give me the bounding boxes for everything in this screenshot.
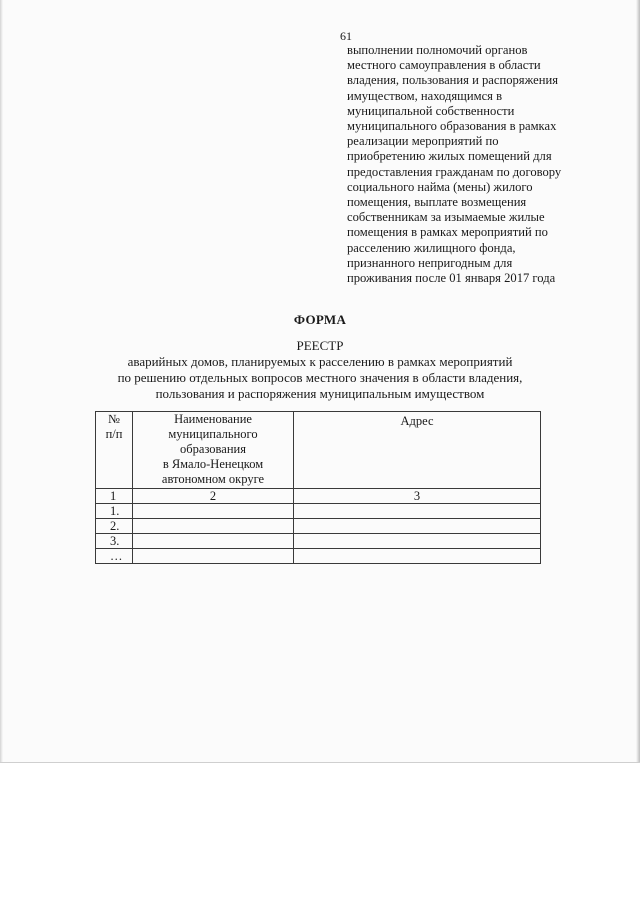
row-num: 3. — [96, 534, 133, 549]
row-name — [133, 549, 294, 564]
appendix-line: муниципального образования в рамках — [347, 119, 557, 134]
appendix-line: владения, пользования и распоряжения — [347, 73, 558, 88]
appendix-line: социального найма (мены) жилого — [347, 179, 533, 194]
header-name-line: в Ямало-Ненецком — [162, 457, 264, 471]
table-header-row — [96, 412, 541, 489]
page-number: 61 — [340, 29, 352, 43]
appendix-text — [347, 43, 607, 286]
header-name — [133, 412, 294, 489]
appendix-line: муниципальной собственности — [347, 103, 515, 118]
appendix-line: помещения в рамках мероприятий по — [347, 225, 548, 240]
header-name-line: муниципального — [168, 427, 258, 441]
row-address — [294, 504, 541, 519]
header-num-line: п/п — [105, 427, 123, 441]
registry-subtitle-line: аварийных домов, планируемых к расселению в рамках мероприятий — [127, 354, 513, 369]
appendix-line: помещения, выплате возмещения — [347, 195, 527, 210]
appendix-line: проживания после 01 января 2017 года — [347, 271, 556, 286]
row-address — [294, 549, 541, 564]
row-address — [294, 534, 541, 549]
registry-title: РЕЕСТР — [296, 338, 344, 353]
appendix-line: признанного непригодным для — [347, 255, 513, 270]
registry-table — [95, 411, 541, 564]
header-address: Адрес — [294, 412, 541, 489]
column-number: 3 — [294, 489, 541, 504]
form-title: ФОРМА — [293, 312, 347, 327]
column-number: 2 — [133, 489, 294, 504]
header-name-line: образования — [180, 442, 246, 456]
table-row — [96, 504, 541, 519]
row-num: 1. — [96, 504, 133, 519]
row-num: 2. — [96, 519, 133, 534]
header-num — [96, 412, 133, 489]
row-address — [294, 519, 541, 534]
header-name-line: автономном округе — [161, 472, 265, 486]
registry-subtitle-line: по решению отдельных вопросов местного значения в области владения, — [117, 370, 523, 385]
row-name — [133, 534, 294, 549]
row-name — [133, 504, 294, 519]
appendix-line: местного самоуправления в области — [347, 58, 541, 73]
column-number-row — [96, 489, 541, 504]
appendix-line: расселению жилищного фонда, — [347, 240, 516, 255]
registry-subtitle — [0, 354, 640, 402]
header-name-line: Наименование — [174, 412, 252, 426]
appendix-line: предоставления гражданам по договору — [347, 164, 562, 179]
table-row — [96, 534, 541, 549]
appendix-line: выполнении полномочий органов — [347, 43, 528, 57]
table-row — [96, 519, 541, 534]
appendix-line: имуществом, находящимся в — [347, 88, 503, 103]
table-row — [96, 549, 541, 564]
appendix-line: приобретению жилых помещений для — [347, 149, 552, 164]
appendix-line: реализации мероприятий по — [347, 134, 499, 149]
registry-subtitle-line: пользования и распоряжения муниципальным имуществом — [155, 386, 485, 401]
header-num-line: № — [108, 412, 120, 426]
appendix-line: собственникам за изымаемые жилые — [347, 210, 545, 225]
column-number: 1 — [96, 489, 133, 504]
row-name — [133, 519, 294, 534]
row-num: … — [96, 549, 133, 564]
